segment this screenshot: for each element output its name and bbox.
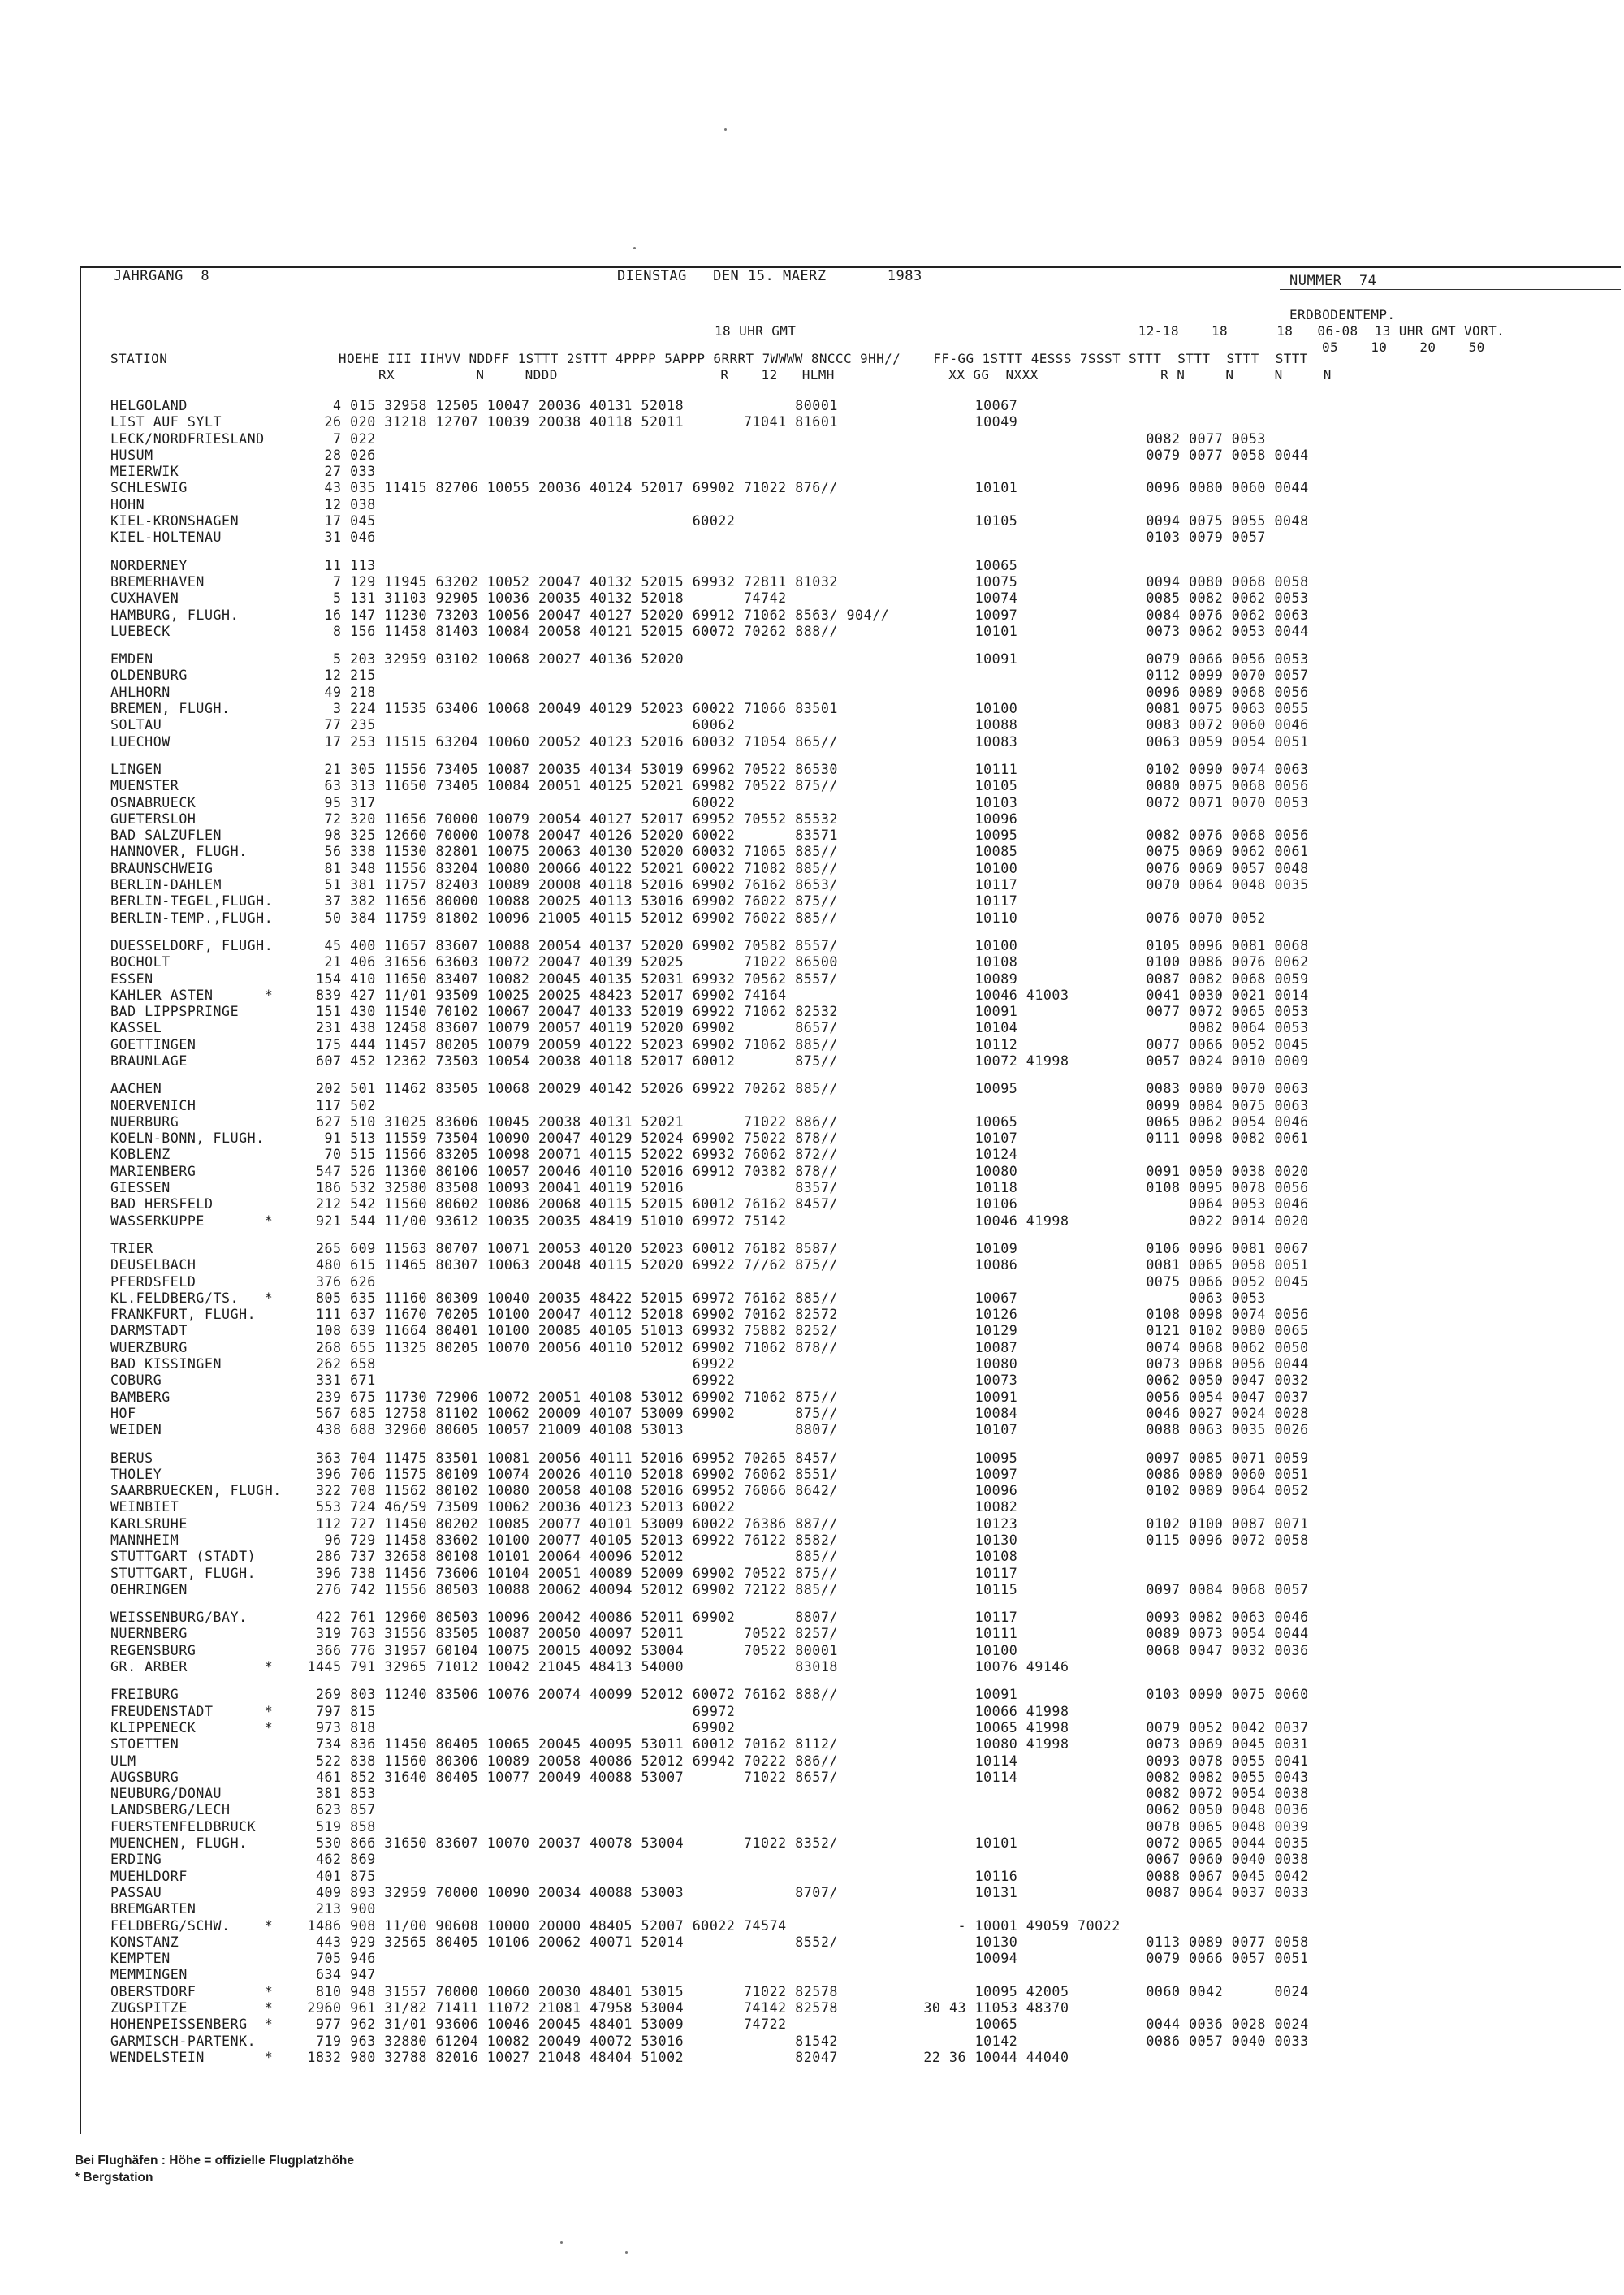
station-row: ZUGSPITZE * 2960 961 31/82 71411 11072 21081 47958 53004 74142 82578 30 43 11053 48370: [110, 2000, 1069, 2016]
station-row: LIST AUF SYLT 26 020 31218 12707 10039 20038 40118 52011 71041 81601 10049: [110, 414, 1018, 430]
station-row: BERUS 363 704 11475 83501 10081 20056 40111 52016 69952 70265 8457/ 10095 0097 0085 0071 0059: [110, 1450, 1309, 1466]
scan-speck: [724, 128, 727, 131]
station-row: STOETTEN 734 836 11450 80405 10065 20045 40095 53011 60012 70162 8112/ 10080 41998 0073 0069 0045 0031: [110, 1736, 1309, 1753]
station-row: ULM 522 838 11560 80306 10089 20058 40086 52012 69942 70222 886// 10114 0093 0078 0055 0041: [110, 1753, 1309, 1769]
station-row: LUECHOW 17 253 11515 63204 10060 20052 40123 52016 60032 71054 865// 10083 0063 0059 0054 0051: [110, 733, 1309, 750]
station-row: FREIBURG 269 803 11240 83506 10076 20074 40099 52012 60072 76162 888// 10091 0103 0090 0075 0060: [110, 1687, 1309, 1703]
station-row: GIESSEN 186 532 32580 83508 10093 20041 40119 52016 8357/ 10118 0108 0095 0078 0056: [110, 1180, 1309, 1196]
column-codes: STATION HOEHE III IIHVV NDDFF 1STTT 2STTT 4PPPP 5APPP 6RRRT 7WWWW 8NCCC 9HH// FF-GG 1STTT 4ESSS 7SSST STTT STTT STTT STTT: [110, 351, 1308, 366]
station-row: KASSEL 231 438 12458 83607 10079 20057 40119 52020 69902 8657/ 10104 0082 0064 0053: [110, 1020, 1309, 1036]
station-row: ERDING 462 869 0067 0060 0040 0038: [110, 1852, 1309, 1868]
station-row: STUTTGART (STADT) 286 737 32658 80108 10101 20064 40096 52012 885// 10108: [110, 1549, 1018, 1565]
station-row: MANNHEIM 96 729 11458 83602 10100 20077 40105 52013 69922 76122 8582/ 10130 0115 0096 0072 0058: [110, 1532, 1309, 1548]
station-row: HANNOVER, FLUGH. 56 338 11530 82801 10075 20063 40130 52020 60032 71065 885// 10085 0075 0069 0062 0061: [110, 844, 1309, 860]
soil-temp-heading: ERDBODENTEMP.: [1289, 307, 1396, 322]
station-row: HELGOLAND 4 015 32958 12505 10047 20036 40131 52018 80001 10067: [110, 398, 1018, 413]
station-row: LECK/NORDFRIESLAND 7 022 0082 0077 0053: [110, 430, 1266, 447]
legend-airport-note: Bei Flughäfen : Höhe = offizielle Flugplatzhöhe: [75, 2154, 355, 2168]
report-date: DIENSTAG DEN 15. MAERZ 1983: [617, 268, 922, 284]
station-row: STUTTGART, FLUGH. 396 738 11456 73606 10104 20051 40089 52009 69902 70522 875// 10117: [110, 1565, 1018, 1581]
station-row: NOERVENICH 117 502 0099 0084 0075 0063: [110, 1097, 1309, 1113]
station-row: AHLHORN 49 218 0096 0089 0068 0056: [110, 684, 1309, 700]
station-row: GOETTINGEN 175 444 11457 80205 10079 20059 40122 52023 69902 71062 885// 10112 0077 0066 0052 0045: [110, 1036, 1309, 1052]
station-row: AACHEN 202 501 11462 83505 10068 20029 40142 52026 69922 70262 885// 10095 0083 0080 0070 0063: [110, 1081, 1309, 1097]
group-spacer: [110, 1675, 1309, 1687]
station-row: WASSERKUPPE * 921 544 11/00 93612 10035 20035 48419 51010 69972 75142 10046 41998 0022 0014 0020: [110, 1212, 1309, 1229]
station-row: TRIER 265 609 11563 80707 10071 20053 40120 52023 60012 76182 8587/ 10109 0106 0096 0081 0067: [110, 1240, 1309, 1256]
station-row: WUERZBURG 268 655 11325 80205 10070 20056 40110 52012 69902 71062 878// 10087 0074 0068 0062 0050: [110, 1339, 1309, 1355]
station-row: KEMPTEN 705 946 10094 0079 0066 0057 0051: [110, 1951, 1309, 1967]
group-spacer: [110, 1070, 1309, 1081]
group-spacer: [110, 927, 1309, 938]
time-heading: 18 UHR GMT 12-18 18 18 06-08 13 UHR GMT VORT.: [715, 323, 1505, 339]
scan-speck: [625, 2251, 628, 2254]
station-row: LUEBECK 8 156 11458 81403 10084 20058 40121 52015 60072 70262 888// 10101 0073 0062 0053 0044: [110, 623, 1309, 639]
station-row: REGENSBURG 366 776 31957 60104 10075 20015 40092 53004 70522 80001 10100 0068 0047 0032 0036: [110, 1642, 1309, 1658]
station-row: MARIENBERG 547 526 11360 80106 10057 20046 40110 52016 69912 70382 878// 10080 0091 0050 0038 0020: [110, 1163, 1309, 1179]
station-row: KL.FELDBERG/TS. * 805 635 11160 80309 10040 20035 48422 52015 69972 76162 885// 10067 0063 0053: [110, 1290, 1266, 1306]
station-row: KOELN-BONN, FLUGH. 91 513 11559 73504 10090 20047 40129 52024 69902 75022 878// 10107 0111 0098 0082 0061: [110, 1130, 1309, 1147]
scan-speck: [633, 247, 636, 249]
station-row: DARMSTADT 108 639 11664 80401 10100 20085 40105 51013 69932 75882 8252/ 10129 0121 0102 0080 0065: [110, 1323, 1309, 1339]
legend-mountain-note: * Bergstation: [75, 2171, 153, 2185]
station-row: GARMISCH-PARTENK. 719 963 32880 61204 10082 20049 40072 53016 81542 10142 0086 0057 0040 0033: [110, 2033, 1309, 2049]
station-row: NUERBURG 627 510 31025 83606 10045 20038 40131 52021 71022 886// 10065 0065 0062 0054 0046: [110, 1113, 1309, 1130]
station-row: CUXHAVEN 5 131 31103 92905 10036 20035 40132 52018 74742 10074 0085 0082 0062 0053: [110, 590, 1309, 607]
station-row: BERLIN-TEGEL,FLUGH. 37 382 11656 80000 10088 20025 40113 53016 69902 76022 875// 10117: [110, 893, 1018, 910]
station-row: OSNABRUECK 95 317 60022 10103 0072 0071 0070 0053: [110, 794, 1309, 810]
station-row: SOLTAU 77 235 60062 10088 0083 0072 0060 0046: [110, 717, 1309, 733]
station-table: [110, 398, 1309, 2066]
group-spacer: [110, 640, 1309, 651]
station-row: EMDEN 5 203 32959 03102 10068 20027 40136 52020 10091 0079 0066 0056 0053: [110, 651, 1309, 668]
station-row: ESSEN 154 410 11650 83407 10082 20045 40135 52031 69932 70562 8557/ 10089 0087 0082 0068 0059: [110, 970, 1309, 987]
station-row: NUERNBERG 319 763 31556 83505 10087 20050 40097 52011 70522 8257/ 10111 0089 0073 0054 0044: [110, 1626, 1309, 1642]
station-row: MUEHLDORF 401 875 10116 0088 0067 0045 0042: [110, 1868, 1309, 1884]
station-row: BAMBERG 239 675 11730 72906 10072 20051 40108 53012 69902 71062 875// 10091 0056 0054 0047 0037: [110, 1389, 1309, 1405]
station-row: PFERDSFELD 376 626 0075 0066 0052 0045: [110, 1273, 1309, 1290]
column-subcodes: RX N NDDD R 12 HLMH XX GG NXXX R N N N N: [378, 367, 1332, 382]
station-row: PASSAU 409 893 32959 70000 10090 20034 40088 53003 8707/ 10131 0087 0064 0037 0033: [110, 1884, 1309, 1900]
station-row: WENDELSTEIN * 1832 980 32788 82016 10027 21048 48404 51002 82047 22 36 10044 44040: [110, 2049, 1069, 2065]
station-row: HAMBURG, FLUGH. 16 147 11230 73203 10056 20047 40127 52020 69912 71062 8563/ 904// 10097 0084 0076 0062 0063: [110, 607, 1309, 623]
group-spacer: [110, 547, 1309, 558]
station-row: LANDSBERG/LECH 623 857 0062 0050 0048 0036: [110, 1802, 1309, 1818]
station-row: DEUSELBACH 480 615 11465 80307 10063 20048 40115 52020 69922 7//62 875// 10086 0081 0065 0058 0051: [110, 1257, 1309, 1273]
station-row: BAD KISSINGEN 262 658 69922 10080 0073 0068 0056 0044: [110, 1356, 1309, 1372]
station-row: BERLIN-TEMP.,FLUGH. 50 384 11759 81802 10096 21005 40115 52012 69902 76022 885// 10110 0076 0070 0052: [110, 910, 1266, 926]
station-row: KARLSRUHE 112 727 11450 80202 10085 20077 40101 53009 60022 76386 887// 10123 0102 0100 0087 0071: [110, 1515, 1309, 1532]
station-row: GR. ARBER * 1445 791 32965 71012 10042 21045 48413 54000 83018 10076 49146: [110, 1659, 1069, 1675]
station-row: KIEL-KRONSHAGEN 17 045 60022 10105 0094 0075 0055 0048: [110, 513, 1309, 529]
group-spacer: [110, 1230, 1309, 1241]
station-row: OLDENBURG 12 215 0112 0099 0070 0057: [110, 668, 1309, 684]
station-row: GUETERSLOH 72 320 11656 70000 10079 20054 40127 52017 69952 70552 85532 10096: [110, 810, 1018, 827]
station-row: BAD SALZUFLEN 98 325 12660 70000 10078 20047 40126 52020 60022 83571 10095 0082 0076 0068 0056: [110, 828, 1309, 844]
station-row: FELDBERG/SCHW. * 1486 908 11/00 90608 10000 20000 48405 52007 60022 74574 - 10001 49059 70022: [110, 1917, 1121, 1934]
scan-speck: [560, 2241, 563, 2244]
group-spacer: [110, 750, 1309, 762]
station-row: OEHRINGEN 276 742 11556 80503 10088 20062 40094 52012 69902 72122 885// 10115 0097 0084 0068 0057: [110, 1581, 1309, 1597]
station-row: WEIDEN 438 688 32960 80605 10057 21009 40108 53013 8807/ 10107 0088 0063 0035 0026: [110, 1422, 1309, 1438]
group-spacer: [110, 1598, 1309, 1610]
station-row: KIEL-HOLTENAU 31 046 0103 0079 0057: [110, 529, 1266, 546]
station-row: NORDERNEY 11 113 10065: [110, 557, 1018, 573]
station-row: BAD LIPPSPRINGE 151 430 11540 70102 10067 20047 40133 52019 69922 71062 82532 10091 0077 0072 0065 0053: [110, 1004, 1309, 1020]
station-row: FRANKFURT, FLUGH. 111 637 11670 70205 10100 20047 40112 52018 69902 70162 82572 10126 0108 0098 0074 0056: [110, 1307, 1309, 1323]
station-row: SCHLESWIG 43 035 11415 82706 10055 20036 40124 52017 69902 71022 876// 10101 0096 0080 0060 0044: [110, 480, 1309, 496]
station-row: DUESSELDORF, FLUGH. 45 400 11657 83607 10088 20054 40137 52020 69902 70582 8557/ 10100 0105 0096 0081 0068: [110, 937, 1309, 953]
station-row: BREMEN, FLUGH. 3 224 11535 63406 10068 20049 40129 52023 60022 71066 83501 10100 0081 0075 0063 0055: [110, 701, 1309, 717]
station-row: COBURG 331 671 69922 10073 0062 0050 0047 0032: [110, 1372, 1309, 1389]
station-row: FREUDENSTADT * 797 815 69972 10066 41998: [110, 1703, 1069, 1719]
station-row: WEINBIET 553 724 46/59 73509 10062 20036 40123 52013 60022 10082: [110, 1499, 1018, 1515]
station-row: HOHN 12 038: [110, 496, 376, 512]
station-row: BRAUNLAGE 607 452 12362 73503 10054 20038 40118 52017 60012 875// 10072 41998 0057 0024 0010 0009: [110, 1052, 1309, 1069]
station-row: MEIERWIK 27 033: [110, 464, 376, 480]
station-row: KAHLER ASTEN * 839 427 11/01 93509 10025 20025 48423 52017 69902 74164 10046 41003 0041 0030 0021 0014: [110, 987, 1309, 1003]
station-row: BERLIN-DAHLEM 51 381 11757 82403 10089 20008 40118 52016 69902 76162 8653/ 10117 0070 0064 0048 0035: [110, 877, 1309, 893]
station-row: AUGSBURG 461 852 31640 80405 10077 20049 40088 53007 71022 8657/ 10114 0082 0082 0055 0043: [110, 1769, 1309, 1785]
station-row: HUSUM 28 026 0079 0077 0058 0044: [110, 447, 1309, 463]
station-row: LINGEN 21 305 11556 73405 10087 20035 40134 53019 69962 70522 86530 10111 0102 0090 0074 0063: [110, 761, 1309, 777]
station-row: THOLEY 396 706 11575 80109 10074 20026 40110 52018 69902 76062 8551/ 10097 0086 0080 0060 0051: [110, 1466, 1309, 1482]
issue-number: NUMMER 74: [1289, 273, 1377, 289]
station-row: BREMERHAVEN 7 129 11945 63202 10052 20047 40132 52015 69932 72811 81032 10075 0094 0080 0068 0058: [110, 573, 1309, 590]
station-row: NEUBURG/DONAU 381 853 0082 0072 0054 0038: [110, 1786, 1309, 1802]
station-row: KOBLENZ 70 515 11566 83205 10098 20071 40115 52022 69932 76062 872// 10124: [110, 1147, 1018, 1163]
depth-heading: 05 10 20 50: [1322, 339, 1485, 355]
station-row: MUENSTER 63 313 11650 73405 10084 20051 40125 52021 69982 70522 875// 10105 0080 0075 0068 0056: [110, 778, 1309, 794]
station-row: FUERSTENFELDBRUCK 519 858 0078 0065 0048 0039: [110, 1818, 1309, 1835]
volume-label: JAHRGANG 8: [114, 268, 210, 284]
station-row: HOHENPEISSENBERG * 977 962 31/01 93606 10046 20045 48401 53009 74722 10065 0044 0036 0028 0024: [110, 2016, 1309, 2033]
station-row: BREMGARTEN 213 900: [110, 1901, 376, 1917]
station-row: KLIPPENECK * 973 818 69902 10065 41998 0079 0052 0042 0037: [110, 1719, 1309, 1735]
station-row: KONSTANZ 443 929 32565 80405 10106 20062 40071 52014 8552/ 10130 0113 0089 0077 0058: [110, 1934, 1309, 1950]
station-row: WEISSENBURG/BAY. 422 761 12960 80503 10096 20042 40086 52011 69902 8807/ 10117 0093 0082 0063 0046: [110, 1610, 1309, 1626]
station-row: BAD HERSFELD 212 542 11560 80602 10086 20068 40115 52015 60012 76162 8457/ 10106 0064 0053 0046: [110, 1196, 1309, 1212]
group-spacer: [110, 1439, 1309, 1450]
station-row: BRAUNSCHWEIG 81 348 11556 83204 10080 20066 40122 52021 60022 71082 885// 10100 0076 0069 0057 0048: [110, 860, 1309, 876]
station-row: HOF 567 685 12758 81102 10062 20009 40107 53009 69902 875// 10084 0046 0027 0024 0028: [110, 1405, 1309, 1421]
station-row: BOCHOLT 21 406 31656 63603 10072 20047 40139 52025 71022 86500 10108 0100 0086 0076 0062: [110, 954, 1309, 970]
station-row: OBERSTDORF * 810 948 31557 70000 10060 20030 48401 53015 71022 82578 10095 42005 0060 0042 0024: [110, 1983, 1309, 1999]
station-row: MUENCHEN, FLUGH. 530 866 31650 83607 10070 20037 40078 53004 71022 8352/ 10101 0072 0065 0044 0035: [110, 1835, 1309, 1852]
station-row: MEMMINGEN 634 947: [110, 1967, 376, 1983]
station-row: SAARBRUECKEN, FLUGH. 322 708 11562 80102 10080 20058 40108 52016 69952 76066 8642/ 10096 0102 0089 0064 0052: [110, 1483, 1309, 1499]
legend: [75, 2152, 354, 2186]
